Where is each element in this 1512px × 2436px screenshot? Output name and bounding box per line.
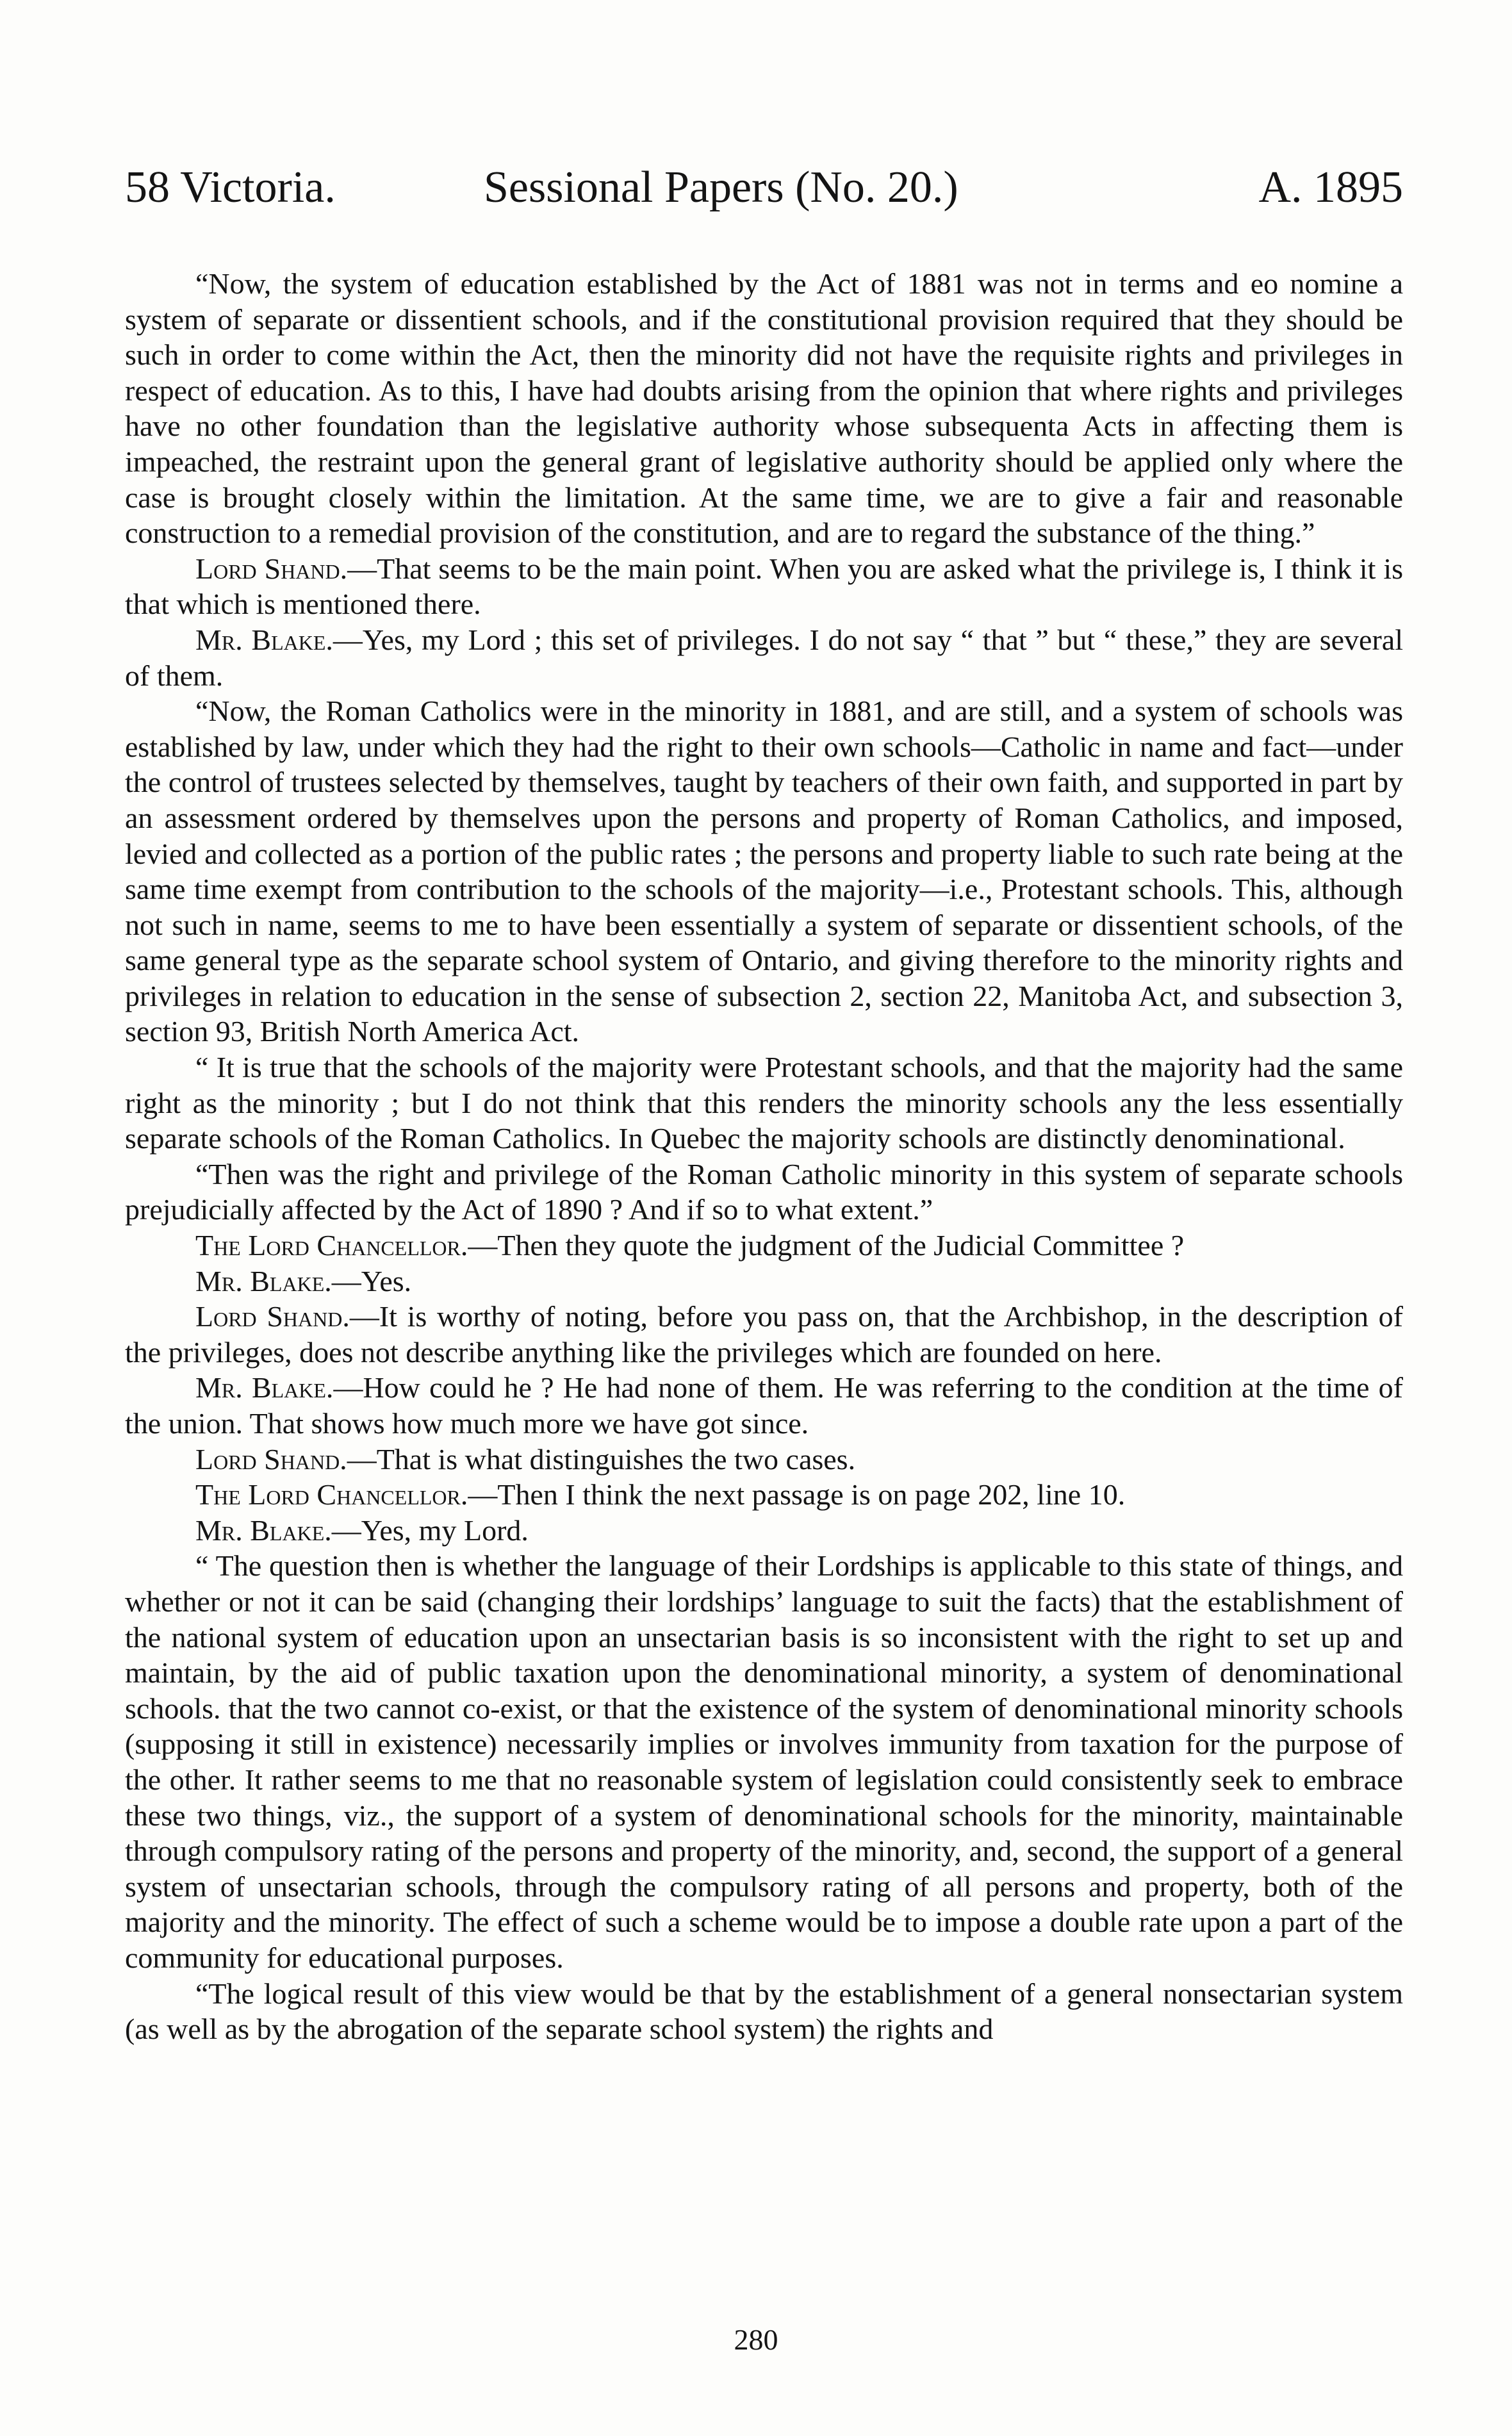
paragraph — [125, 1477, 1403, 1513]
header-year: A. 1895 — [1258, 163, 1403, 212]
paragraph-text: —That seems to be the main point. When you are asked what the privilege is, I think it is that which is mentioned there. — [125, 552, 1403, 621]
paragraph-text: “ It is true that the schools of the majority were Protestant schools, and that the majority had the same right as the minority ; but I do not think that this renders the minority schools any the less essentially separate schools of the Roman Catholics. In Quebec the majority schools are distinctly denominational. — [125, 1051, 1403, 1155]
paragraph — [125, 1156, 1403, 1228]
paragraph-text: “ The question then is whether the language of their Lordships is applicable to this state of things, and whether or not it can be said (changing their lordships’ language to suit the facts) that the establishment of the national system of education upon an unsectarian basis is so inconsistent with the right to set up and maintain, by the aid of public taxation upon the denominational minority, a system of denominational schools. that the two cannot co-exist, or that the existence of the system of denominational minority schools (supposing it still in existence) necessarily implies or involves immunity from taxation for the purpose of the other. It rather seems to me that no reasonable system of legislation could consistently seek to embrace these two things, viz., the support of a system of denominational schools for the minority, maintainable through compulsory rating of the persons and property of the minority, and, second, the support of a general system of unsectarian schools, through the compulsory rating of all persons and property, both of the majority and the minority. The effect of such a scheme would be to impose a double rate upon a part of the community for educational purposes. — [125, 1549, 1403, 1974]
header-session: 58 Victoria. — [125, 163, 336, 212]
paragraph — [125, 1513, 1403, 1549]
paragraph — [125, 1049, 1403, 1156]
page-number: 280 — [734, 2323, 778, 2356]
speaker-name: Mr. Blake. — [195, 1264, 332, 1297]
paragraph — [125, 622, 1403, 693]
paragraph-text: “Then was the right and privilege of the Roman Catholic minority in this system of separate schools prejudicially affected by the Act of 1890 ? And if so to what extent.” — [125, 1157, 1403, 1226]
paragraph — [125, 1976, 1403, 2047]
body-text — [125, 266, 1403, 2047]
paragraph — [125, 1263, 1403, 1299]
page-header — [125, 165, 1403, 210]
paragraph-text: —That is what distinguishes the two cases. — [347, 1442, 856, 1476]
paragraph — [125, 1228, 1403, 1263]
speaker-name: Mr. Blake. — [195, 1371, 334, 1404]
header-title: Sessional Papers (No. 20.) — [484, 163, 958, 212]
speaker-name: Lord Shand. — [195, 552, 348, 585]
speaker-name: The Lord Chancellor. — [195, 1478, 468, 1511]
speaker-name: Lord Shand. — [195, 1442, 347, 1476]
paragraph-text: —Then they quote the judgment of the Judicial Committee ? — [468, 1229, 1185, 1262]
paragraph-text: —It is worthy of noting, before you pass on, that the Archbishop, in the description of the privileges, does not describe anything like the privileges which are founded on here. — [125, 1300, 1403, 1369]
paragraph-text: “The logical result of this view would be that by the establishment of a general nonsectarian system (as well as by the abrogation of the separate school system) the rights and — [125, 1977, 1403, 2046]
paragraph — [125, 1548, 1403, 1975]
paragraph — [125, 1299, 1403, 1370]
paragraph — [125, 693, 1403, 1049]
speaker-name: Mr. Blake. — [195, 1513, 332, 1547]
paragraph-text: “Now, the Roman Catholics were in the minority in 1881, and are still, and a system of schools was established by law, under which they had the right to their own schools—Catholic in name and fact—under the control of trustees selected by themselves, taught by teachers of their own faith, and supported in part by an assessment ordered by themselves upon the persons and property of Roman Catholics, and imposed, levied and collected as a portion of the public rates ; the persons and property liable to such rate being at the same time exempt from contribution to the schools of the majority—i.e., Protestant schools. This, although not such in name, seems to me to have been essentially a system of separate or dissentient schools, of the same general type as the separate school system of Ontario, and giving therefore to the minority rights and privileges in relation to education in the sense of subsection 2, section 22, Manitoba Act, and subsection 3, section 93, British North America Act. — [125, 695, 1403, 1048]
paragraph-text: —Yes, my Lord ; this set of privileges. I do not say “ that ” but “ these,” they are several of them. — [125, 623, 1403, 692]
paragraph-text: —How could he ? He had none of them. He was referring to the condition at the time of the union. That shows how much more we have got since. — [125, 1371, 1403, 1440]
paragraph-text: —Yes, my Lord. — [331, 1513, 529, 1547]
paragraph — [125, 266, 1403, 551]
paragraph — [125, 1442, 1403, 1477]
speaker-name: Lord Shand. — [195, 1300, 350, 1333]
speaker-name: Mr. Blake. — [195, 623, 333, 656]
paragraph-text: “Now, the system of education established by the Act of 1881 was not in terms and eo nomine a system of separate or dissentient schools, and if the constitutional provision required that they should be such in order to come within the Act, then the minority did not have the requisite rights and privileges in respect of education. As to this, I have had doubts arising from the opinion that where rights and privileges have no other foundation than the legislative authority whose subsequenta Acts in affecting them is impeached, the restraint upon the general grant of legislative authority should be applied only where the case is brought closely within the limitation. At the same time, we are to give a fair and reasonable construction to a remedial provision of the constitution, and are to regard the substance of the thing.” — [125, 267, 1403, 550]
paragraph-text: —Then I think the next passage is on page 202, line 10. — [468, 1478, 1126, 1511]
speaker-name: The Lord Chancellor. — [195, 1229, 468, 1262]
paragraph-text: —Yes. — [331, 1264, 412, 1297]
paragraph — [125, 551, 1403, 622]
paragraph — [125, 1370, 1403, 1441]
